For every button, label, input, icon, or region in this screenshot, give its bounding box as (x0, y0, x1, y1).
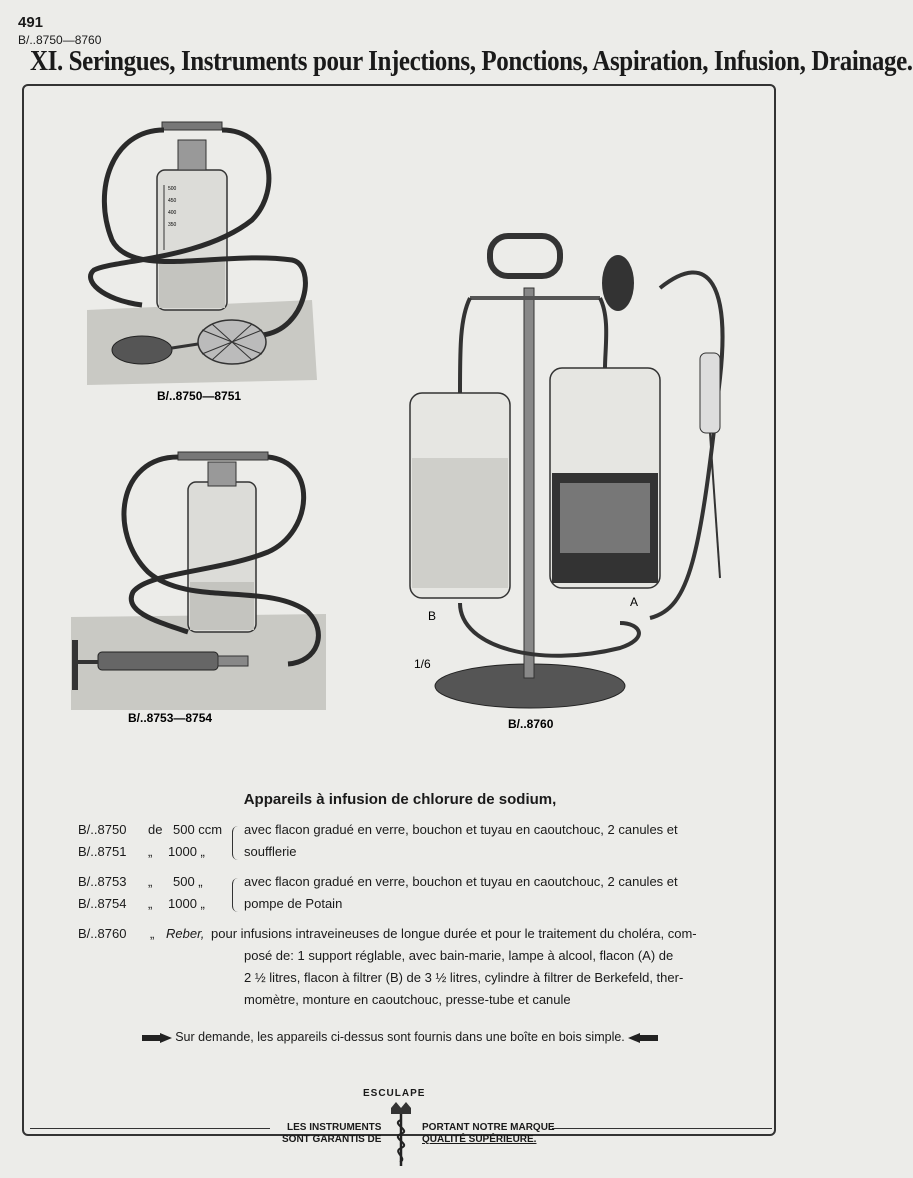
brace (232, 878, 239, 912)
figure-caption: B/..8760 (508, 717, 554, 731)
pointing-hand-left-icon (628, 1033, 658, 1043)
esculape-logo-icon (386, 1100, 416, 1168)
description-8760-line2: posé de: 1 support réglable, avec bain-marie, lampe à alcool, flacon (A) de (244, 948, 674, 963)
pointing-hand-right-icon (142, 1033, 172, 1043)
description-group2-line2: pompe de Potain (244, 896, 343, 911)
illustration-apparatus-8753 (68, 442, 333, 727)
illustration-apparatus-8750 (82, 110, 322, 403)
entry-ref-8760: B/..8760 (78, 926, 127, 941)
footnote-text: Sur demande, les appareils ci-dessus sont fournis dans une boîte en bois simple. (175, 1030, 625, 1044)
entry-qty: 1000 „ (168, 844, 205, 859)
footer-guarantee-right (422, 1122, 555, 1146)
logo-word: ESCULAPE (363, 1088, 426, 1099)
label-flask-b: B (428, 609, 437, 623)
footer-left-line1: LES INSTRUMENTS (287, 1122, 382, 1133)
entry-ref-8753: B/..8753 (78, 874, 127, 889)
brace (232, 826, 239, 860)
footer-right-line2: QUALITÉ SUPÉRIEURE. (422, 1134, 537, 1145)
label-flask-a: A (630, 595, 639, 609)
footer-rule-right (552, 1128, 772, 1129)
entry-prep: „ (150, 926, 155, 941)
figure-caption: B/..8750—8751 (157, 389, 242, 403)
entry-qty: 500 „ (173, 874, 203, 889)
description-group2-line1: avec flacon gradué en verre, bouchon et tuyau en caoutchouc, 2 canules et (244, 874, 678, 889)
footer-rule-left (30, 1128, 270, 1129)
entry-prep: „ (148, 844, 153, 859)
description-8760-line3: 2 ½ litres, flacon à filtrer (B) de 3 ½ litres, cylindre à filtrer de Berkefeld, ther- (244, 970, 684, 985)
entry-prep: „ (148, 896, 153, 911)
footer-guarantee-left (282, 1122, 381, 1146)
entry-prep: de (148, 822, 163, 837)
scale-mark: 450 (168, 198, 177, 204)
figure-caption: B/..8753—8754 (128, 711, 213, 725)
illustration-apparatus-8760 (400, 228, 740, 733)
page-range: B/..8750—8760 (18, 33, 102, 47)
description-8760-line4: momètre, monture en caoutchouc, presse-tube et canule (244, 992, 571, 1007)
footer-left-line2: SONT GARANTIS DE (282, 1134, 382, 1145)
entry-ref-8751: B/..8751 (78, 844, 127, 859)
entry-qty: 1000 „ (168, 896, 205, 911)
footer-right-line1: PORTANT NOTRE MARQUE (422, 1122, 555, 1133)
entry-prep: „ (148, 874, 153, 889)
description-8760-line1: pour infusions intraveineuses de longue durée et pour le traitement du choléra, com- (211, 926, 697, 941)
scale-fraction: 1/6 (414, 657, 431, 671)
section-heading: Appareils à infusion de chlorure de sodium, (243, 791, 557, 808)
description-group1-line2: soufflerie (244, 844, 297, 859)
entry-ref-8754: B/..8754 (78, 896, 127, 911)
scale-mark: 500 (168, 186, 177, 192)
entry-ref-8750: B/..8750 (78, 822, 127, 837)
description-group1-line1: avec flacon gradué en verre, bouchon et tuyau en caoutchouc, 2 canules et (244, 822, 678, 837)
entry-qty-reber: Reber, (166, 926, 205, 941)
entry-qty: 500 ccm (173, 822, 223, 837)
scale-mark: 350 (168, 222, 177, 228)
scale-mark: 400 (168, 210, 177, 216)
footnote (0, 1030, 800, 1044)
page-title: XI. Seringues, Instruments pour Injections, Ponctions, Aspiration, Infusion, Drainage. (30, 46, 913, 78)
page-number: 491 (18, 14, 44, 31)
